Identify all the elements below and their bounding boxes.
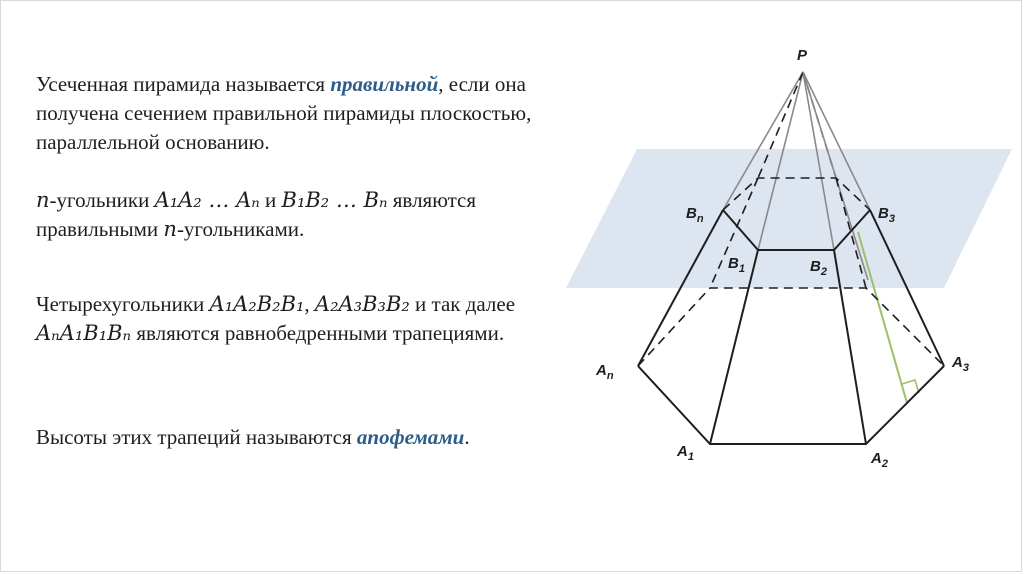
math-lower-base: A₁A₂ … Aₙ xyxy=(154,188,260,212)
label-A1: $A_1$ xyxy=(677,443,694,463)
text-segment: , если она получена сечением правильной пирамиды плоскостью, параллельной основанию. xyxy=(36,72,532,154)
math-upper-base: B₁B₂ … Bₙ xyxy=(281,188,388,212)
term-apothem: апофемами xyxy=(356,425,465,449)
label-Bn: $B_n$ xyxy=(686,205,704,225)
label-B1: $B_1$ xyxy=(728,255,745,275)
label-An: $A_n$ xyxy=(596,362,614,382)
text-segment: Четырехугольники xyxy=(36,292,210,316)
math-face-2: A₂A₃B₃B₂ xyxy=(314,292,410,316)
label-P: P xyxy=(797,47,808,64)
text-segment: являются равнобедренными трапециями. xyxy=(131,321,505,345)
base-front xyxy=(638,366,944,444)
base-back xyxy=(638,288,944,366)
text-segment: -угольники xyxy=(49,188,155,212)
label-B2: $B_2$ xyxy=(810,258,827,278)
text-segment: . xyxy=(464,425,470,449)
math-face-1: A₁A₂B₂B₁ xyxy=(209,292,305,316)
math-n: n xyxy=(36,188,50,212)
term-regular: правильной xyxy=(330,72,439,96)
cutting-plane xyxy=(566,149,1012,288)
text-segment: и xyxy=(259,188,282,212)
text-segment: являются правильными xyxy=(36,188,477,241)
text-segment: , xyxy=(304,292,315,316)
label-A2: $A_2$ xyxy=(871,450,888,470)
label-B3: $B_3$ xyxy=(878,205,895,225)
text-segment: -угольниками. xyxy=(176,217,305,241)
label-A3: $A_3$ xyxy=(952,354,969,374)
text-segment: Высоты этих трапеций называются xyxy=(36,425,357,449)
text-segment: и так далее xyxy=(409,292,516,316)
math-face-n: AₙA₁B₁Bₙ xyxy=(36,321,132,345)
text-segment: Усеченная пирамида называется xyxy=(36,72,331,96)
math-n: n xyxy=(163,217,177,241)
